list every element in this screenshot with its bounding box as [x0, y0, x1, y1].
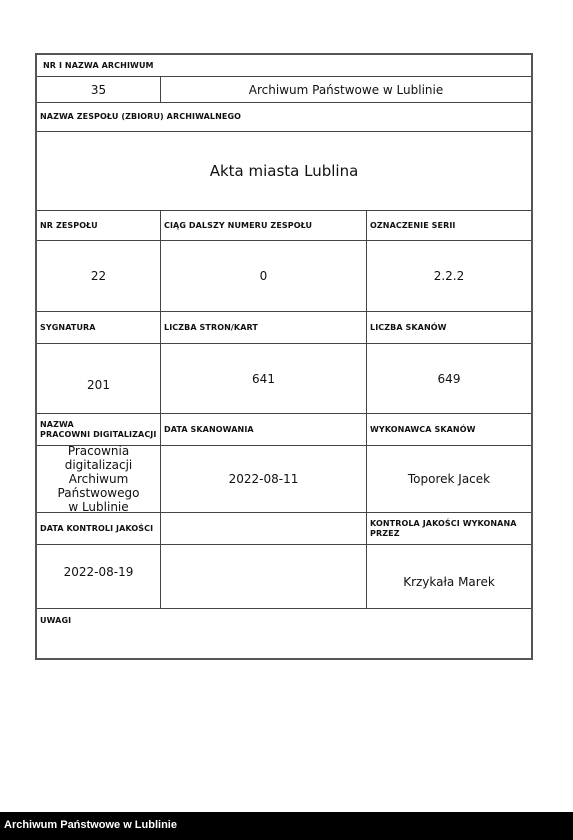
strony: 641	[252, 371, 275, 386]
empty-value-cell	[161, 545, 367, 609]
archive-name: Archiwum Państwowe w Lublinie	[248, 82, 444, 97]
skany-label: LICZBA SKANÓW	[370, 322, 447, 332]
kontrola-label-cell	[367, 513, 531, 545]
footer-bar	[0, 812, 573, 840]
nr-zespolu-label-cell	[37, 211, 161, 241]
collection-label-cell	[37, 103, 531, 132]
data-kontroli: 2022-08-19	[63, 564, 134, 579]
pracownia-cell	[37, 446, 161, 513]
archive-label-cell	[37, 55, 531, 77]
sygnatura-cell	[37, 344, 161, 414]
skany-label-cell	[367, 312, 531, 344]
footer-text: Archiwum Państwowe w Lublinie	[4, 819, 177, 831]
data-skan-label: DATA SKANOWANIA	[164, 424, 254, 434]
strony-label: LICZBA STRON/KART	[164, 322, 258, 332]
archive-label: NR I NAZWA ARCHIWUM	[43, 60, 154, 70]
pracownia-line1: Pracownia digitalizacji	[64, 444, 133, 472]
archive-name-cell	[161, 77, 531, 103]
strony-cell	[161, 344, 367, 414]
collection-name-cell	[37, 132, 531, 211]
wykonawca: Toporek Jacek	[407, 472, 491, 486]
wykonawca-cell	[367, 446, 531, 513]
skany-cell	[367, 344, 531, 414]
kontrola: Krzykała Marek	[403, 574, 495, 589]
data-kontroli-cell	[37, 545, 161, 609]
uwagi-label: UWAGI	[40, 616, 72, 625]
ciag-cell	[161, 241, 367, 312]
pracownia-line2: Archiwum Państwowego	[57, 472, 140, 500]
wykonawca-label: WYKONAWCA SKANÓW	[370, 424, 476, 434]
kontrola-label-line2: PRZEZ	[370, 528, 400, 538]
nr-zespolu-cell	[37, 241, 161, 312]
seria-cell	[367, 241, 531, 312]
data-kontroli-label-cell	[37, 513, 161, 545]
skany: 649	[437, 371, 461, 386]
strony-label-cell	[161, 312, 367, 344]
collection-label: NAZWA ZESPOŁU (ZBIORU) ARCHIWALNEGO	[40, 112, 242, 121]
seria-label-cell	[367, 211, 531, 241]
nr-zespolu: 22	[90, 269, 107, 283]
pracownia-line3: w Lublinie	[68, 500, 129, 514]
kontrola-cell	[367, 545, 531, 609]
ciag-label: CIĄG DALSZY NUMERU ZESPOŁU	[164, 220, 313, 230]
data-kontroli-label: DATA KONTROLI JAKOŚCI	[40, 523, 154, 533]
collection-name: Akta miasta Lublina	[209, 162, 359, 180]
ciag: 0	[259, 269, 268, 283]
seria-label: OZNACZENIE SERII	[370, 220, 456, 230]
pracownia-label-cell	[37, 414, 161, 446]
archive-metadata-form	[35, 53, 533, 660]
data-skan-label-cell	[161, 414, 367, 446]
sygnatura-label: SYGNATURA	[40, 322, 96, 332]
seria: 2.2.2	[433, 269, 465, 283]
data-skan-cell	[161, 446, 367, 513]
pracownia-label-line1: NAZWA	[40, 419, 74, 429]
ciag-label-cell	[161, 211, 367, 241]
sygnatura: 201	[87, 377, 110, 392]
archive-number-cell	[37, 77, 161, 103]
sygnatura-label-cell	[37, 312, 161, 344]
data-skan: 2022-08-11	[228, 472, 299, 486]
empty-label-cell	[161, 513, 367, 545]
nr-zespolu-label: NR ZESPOŁU	[40, 220, 98, 230]
archive-number: 35	[90, 82, 107, 97]
pracownia-label-line2: PRACOWNI DIGITALIZACJI	[40, 429, 157, 439]
kontrola-label-line1: KONTROLA JAKOŚCI WYKONANA	[370, 518, 517, 528]
wykonawca-label-cell	[367, 414, 531, 446]
uwagi-cell	[37, 609, 531, 658]
